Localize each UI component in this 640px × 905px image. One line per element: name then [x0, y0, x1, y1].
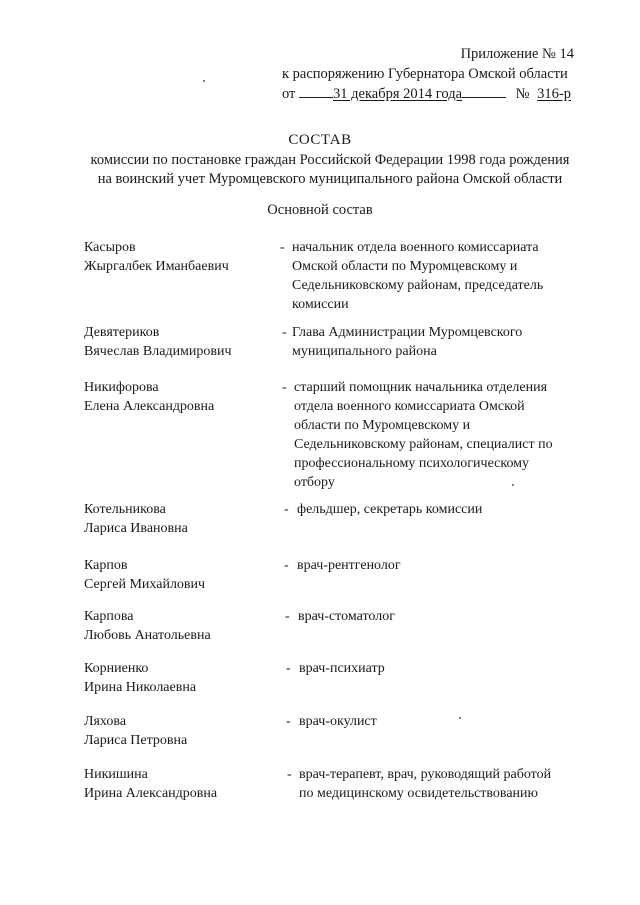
- member-role: [299, 712, 595, 731]
- role-line: врач-психиатр: [299, 661, 385, 676]
- role-line: муниципального района: [292, 344, 437, 359]
- member-given-name: Вячеслав Владимирович: [84, 344, 232, 359]
- member-dash: -: [286, 714, 291, 729]
- member-given-name: Жыргалбек Иманбаевич: [84, 259, 229, 274]
- role-line: Седельниковскому районам, специалист по: [294, 437, 553, 452]
- member-surname: Девятериков: [84, 325, 160, 340]
- member-role: [292, 323, 588, 361]
- appendix-number: Приложение № 14: [460, 46, 574, 62]
- member-dash: -: [284, 502, 289, 517]
- role-line: врач-окулист: [299, 714, 377, 729]
- role-line: Седельниковскому районам, председатель: [292, 278, 544, 293]
- member-dash: -: [286, 661, 291, 676]
- role-line: врач-терапевт, врач, руководящий работой: [299, 767, 552, 782]
- member-surname: Карпова: [84, 609, 134, 624]
- member-given-name: Ирина Александровна: [84, 786, 218, 801]
- member-name: [84, 712, 274, 750]
- appendix-order-number: 316-р: [537, 86, 571, 102]
- member-name: [84, 659, 274, 697]
- member-dash: -: [284, 558, 289, 573]
- scan-speck: [459, 717, 461, 719]
- number-label: №: [515, 86, 530, 102]
- appendix-header: [282, 44, 582, 104]
- role-line: старший помощник начальника отделения: [294, 380, 548, 395]
- member-role: [294, 378, 590, 492]
- member-dash: -: [282, 380, 287, 395]
- member-role: [292, 238, 588, 314]
- date-underline-right: [462, 84, 506, 98]
- member-role: [297, 556, 593, 575]
- member-role: [299, 765, 595, 803]
- role-line: Глава Администрации Муромцевского: [292, 325, 523, 340]
- role-line: врач-стоматолог: [298, 609, 395, 624]
- role-line: области по Муромцевскому и: [294, 418, 471, 433]
- member-surname: Корниенко: [84, 661, 149, 676]
- member-role: [298, 607, 594, 626]
- member-given-name: Елена Александровна: [84, 399, 215, 414]
- scan-speck: [203, 80, 205, 82]
- member-dash: -: [280, 240, 285, 255]
- member-name: [84, 607, 274, 645]
- from-label: от: [282, 86, 296, 102]
- role-line: профессиональному психологическому: [294, 456, 530, 471]
- member-surname: Котельникова: [84, 502, 166, 517]
- member-given-name: Лариса Ивановна: [84, 521, 188, 536]
- role-line: врач-рентгенолог: [297, 558, 401, 573]
- subtitle-line-2: на воинский учет Муромцевского муниципального района Омской области: [97, 171, 563, 187]
- member-role: [297, 500, 593, 519]
- member-given-name: Сергей Михайлович: [84, 577, 206, 592]
- appendix-date: 31 декабря 2014 года: [333, 86, 463, 102]
- member-surname: Касыров: [84, 240, 136, 255]
- member-dash: -: [285, 609, 290, 624]
- member-name: [84, 500, 274, 538]
- member-role: [299, 659, 595, 678]
- member-dash: -: [287, 767, 292, 782]
- member-name: [84, 323, 274, 361]
- document-subtitle: [60, 151, 600, 189]
- member-name: [84, 765, 274, 803]
- member-given-name: Лариса Петровна: [84, 733, 188, 748]
- member-surname: Никифорова: [84, 380, 159, 395]
- date-underline-left: [299, 84, 333, 98]
- member-surname: Карпов: [84, 558, 128, 573]
- member-surname: Ляхова: [84, 714, 127, 729]
- role-line: отбору: [294, 475, 335, 490]
- scan-speck: [512, 484, 514, 486]
- subtitle-line-1: комиссии по постановке граждан Российской Федерации 1998 года рождения: [90, 152, 570, 168]
- role-line: начальник отдела военного комиссариата: [292, 240, 539, 255]
- member-dash: -: [282, 325, 287, 340]
- member-name: [84, 556, 274, 594]
- appendix-reference: к распоряжению Губернатора Омской области: [282, 66, 568, 82]
- role-line: фельдшер, секретарь комиссии: [297, 502, 483, 517]
- role-line: по медицинскому освидетельствованию: [299, 786, 539, 801]
- section-title: Основной состав: [267, 202, 373, 218]
- member-given-name: Ирина Николаевна: [84, 680, 197, 695]
- role-line: Омской области по Муромцевскому и: [292, 259, 518, 274]
- member-surname: Никишина: [84, 767, 148, 782]
- role-line: комиссии: [292, 297, 349, 312]
- member-given-name: Любовь Анатольевна: [84, 628, 211, 643]
- member-name: [84, 378, 274, 416]
- member-name: [84, 238, 274, 276]
- role-line: отдела военного комиссариата Омской: [294, 399, 525, 414]
- document-title: СОСТАВ: [288, 132, 352, 148]
- appendix-date-line: [282, 84, 582, 104]
